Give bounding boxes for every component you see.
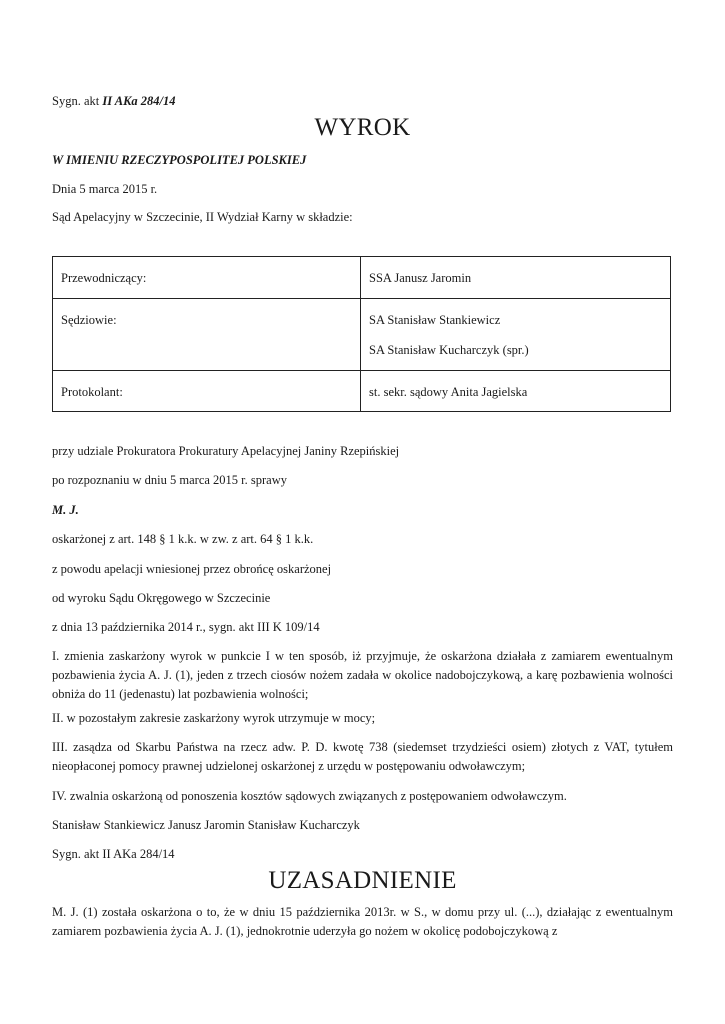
- chair-value: SSA Janusz Jaromin: [369, 271, 472, 285]
- ruling-point-3: III. zasądza od Skarbu Państwa na rzecz adw. P. D. kwotę 738 (siedemset trzydzieści osiem) złotych z VAT, tytułem nieopłaconej pomocy prawnej udzielonej oskarżonej z urzędu w postępowaniu odwoławczym;: [52, 740, 673, 773]
- document-title: WYROK: [314, 114, 411, 141]
- clerk-label: Protokolant:: [61, 385, 123, 399]
- defendant-name: M. J.: [52, 503, 79, 517]
- judge-2: SA Stanisław Kucharczyk (spr.): [369, 343, 529, 357]
- from-court-line: od wyroku Sądu Okręgowego w Szczecinie: [52, 591, 271, 605]
- signatures: Stanisław Stankiewicz Janusz Jaromin Stanisław Kucharczyk: [52, 818, 360, 832]
- justification-title: UZASADNIENIE: [268, 867, 457, 894]
- table-divider: [360, 257, 361, 411]
- chair-label: Przewodniczący:: [61, 271, 147, 285]
- table-row-separator: [53, 370, 670, 371]
- panel-table: [52, 256, 671, 412]
- case-number: II AKa 284/14: [102, 94, 176, 108]
- judge-1: SA Stanisław Stankiewicz: [369, 313, 501, 327]
- justification-paragraph: M. J. (1) została oskarżona o to, że w dniu 15 października 2013r. w S., w domu przy ul. (...), działając z ewentualnym zamiarem pozbawienia życia A. J. (1), jednokrotnie uderzyła go nożem w okolicę podobojczykową z: [52, 905, 673, 938]
- judgment-date: Dnia 5 marca 2015 r.: [52, 182, 158, 196]
- case-signature: Sygn. akt II AKa 284/14: [52, 94, 176, 108]
- ruling-point-2: II. w pozostałym zakresie zaskarżony wyrok utrzymuje w mocy;: [52, 711, 376, 725]
- table-row-separator: [53, 298, 670, 299]
- clerk-value: st. sekr. sądowy Anita Jagielska: [369, 385, 528, 399]
- ruling-point-4: IV. zwalnia oskarżoną od ponoszenia kosztów sądowych związanych z postępowaniem odwoławczym.: [52, 789, 567, 803]
- prosecutor-line: przy udziale Prokuratora Prokuratury Apelacyjnej Janiny Rzepińskiej: [52, 444, 400, 458]
- charge-line: oskarżonej z art. 148 § 1 k.k. w zw. z art. 64 § 1 k.k.: [52, 532, 314, 546]
- judges-label: Sędziowie:: [61, 313, 117, 327]
- from-date-line: z dnia 13 października 2014 r., sygn. akt III K 109/14: [52, 620, 320, 634]
- appeal-line: z powodu apelacji wniesionej przez obrońcę oskarżonej: [52, 562, 332, 576]
- document-subtitle: W IMIENIU RZECZYPOSPOLITEJ POLSKIEJ: [52, 153, 307, 167]
- court-composition: Sąd Apelacyjny w Szczecinie, II Wydział Karny w składzie:: [52, 210, 353, 224]
- ruling-point-1: I. zmienia zaskarżony wyrok w punkcie I w ten sposób, iż przyjmuje, że oskarżona działała z zamiarem ewentualnym pozbawienia życia A. J. (1), jeden z trzech ciosów nożem zadała w okolice nadobojczykową, a karę pozbawienia wolności obniża do 11 (jedenastu) lat pozbawienia wolności;: [52, 649, 673, 701]
- case-signature-second: Sygn. akt II AKa 284/14: [52, 847, 175, 861]
- hearing-line: po rozpoznaniu w dniu 5 marca 2015 r. sprawy: [52, 473, 288, 487]
